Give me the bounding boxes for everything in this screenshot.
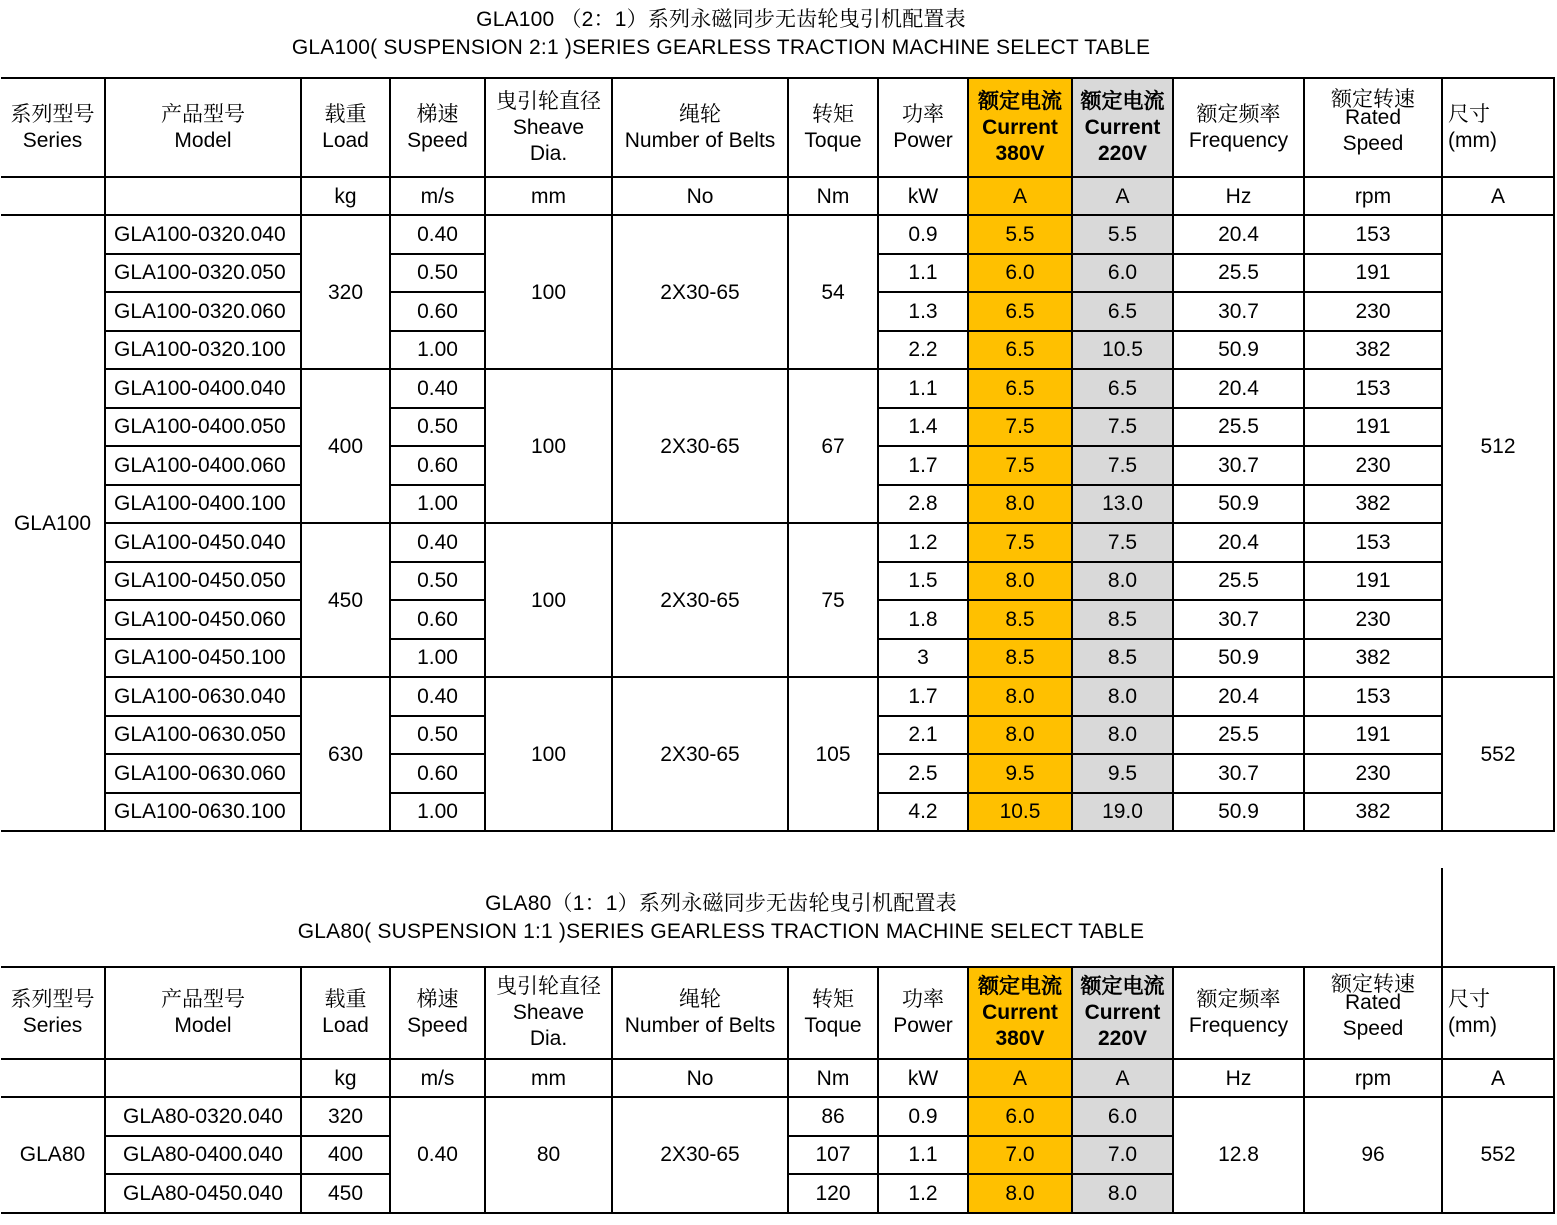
unit-cell: mm [485, 177, 612, 215]
frequency-cell: 50.9 [1173, 793, 1304, 832]
belts-cell: 2X30-65 [612, 677, 788, 831]
header-load-line: Load [322, 1014, 369, 1037]
header-torque-line: 转矩 [812, 988, 854, 1011]
load-cell: 400 [301, 369, 390, 523]
rated-speed-cell: 153 [1304, 523, 1442, 562]
header-power-line: 功率 [902, 102, 944, 126]
header-rspeed-line: 额定转速 [1331, 87, 1415, 111]
rated-speed-cell: 230 [1304, 754, 1442, 793]
power-cell: 1.1 [878, 254, 968, 293]
belts-cell: 2X30-65 [612, 1097, 788, 1213]
frequency-cell: 20.4 [1173, 369, 1304, 408]
current-380-cell: 7.5 [968, 408, 1072, 447]
header-cur380-line: 380V [995, 141, 1045, 165]
frequency-cell: 30.7 [1173, 600, 1304, 639]
torque-cell: 120 [788, 1174, 878, 1213]
header-cur220 [1072, 78, 1173, 177]
unit-cell: No [612, 1059, 788, 1097]
unit-cell: Hz [1173, 177, 1304, 215]
rated-speed-cell: 382 [1304, 485, 1442, 524]
belts-cell: 2X30-65 [612, 215, 788, 369]
load-cell: 630 [301, 677, 390, 831]
current-220-cell: 8.0 [1072, 716, 1173, 755]
speed-cell: 0.40 [390, 215, 485, 254]
header-freq-line: Frequency [1188, 128, 1289, 152]
current-220-cell: 7.5 [1072, 446, 1173, 485]
table2-title-en: GLA80( SUSPENSION 1:1 )SERIES GEARLESS TRACTION MACHINE SELECT TABLE [297, 920, 1145, 943]
speed-cell: 1.00 [390, 331, 485, 370]
current-380-cell: 8.0 [968, 485, 1072, 524]
unit-cell: rpm [1304, 1059, 1442, 1097]
model-cell: GLA100-0450.050 [105, 562, 301, 601]
header-load-line: Load [322, 128, 369, 152]
model-cell: GLA80-0320.040 [105, 1097, 301, 1136]
header-size [1442, 78, 1554, 177]
rated-speed-cell: 191 [1304, 562, 1442, 601]
header-speed-line: 梯速 [416, 988, 459, 1011]
header-rspeed-line: 额定转速 [1331, 973, 1415, 996]
header-torque-line: 转矩 [812, 102, 854, 126]
current-380-cell: 7.5 [968, 523, 1072, 562]
header-sheave-line: Sheave [512, 115, 585, 139]
table-row [1, 215, 1554, 254]
frequency-cell: 25.5 [1173, 562, 1304, 601]
header-load-line: 载重 [324, 102, 367, 126]
unit-cell: Nm [788, 177, 878, 215]
current-220-cell: 7.0 [1072, 1136, 1173, 1175]
header-speed-line: Speed [407, 128, 468, 152]
power-cell: 3 [878, 639, 968, 678]
model-cell: GLA80-0450.040 [105, 1174, 301, 1213]
unit-cell: A [1442, 177, 1554, 215]
header-series-line: 系列型号 [10, 988, 95, 1011]
power-cell: 1.1 [878, 1136, 968, 1175]
unit-cell: kW [878, 1059, 968, 1097]
unit-cell: m/s [390, 1059, 485, 1097]
torque-cell: 54 [788, 215, 878, 369]
header-torque [788, 78, 878, 177]
unit-cell: A [968, 1059, 1072, 1097]
model-cell: GLA100-0450.100 [105, 639, 301, 678]
frequency-cell: 12.8 [1173, 1097, 1304, 1213]
header-load [301, 78, 390, 177]
header-rspeed-line: Speed [1342, 1017, 1404, 1040]
header-belts-line: 绳轮 [679, 102, 721, 126]
torque-cell: 67 [788, 369, 878, 523]
header-sheave-line: Sheave [512, 1001, 585, 1024]
header-sheave [485, 78, 612, 177]
unit-cell [105, 1059, 301, 1097]
header-series-line: Series [22, 1014, 83, 1037]
model-cell: GLA100-0450.040 [105, 523, 301, 562]
current-380-cell: 6.0 [968, 254, 1072, 293]
rated-speed-cell: 191 [1304, 254, 1442, 293]
rated-speed-cell: 153 [1304, 215, 1442, 254]
power-cell: 4.2 [878, 793, 968, 832]
current-220-cell: 8.0 [1072, 1174, 1173, 1213]
header-freq-line: 额定频率 [1196, 102, 1281, 126]
frequency-cell: 30.7 [1173, 754, 1304, 793]
header-cur380 [968, 967, 1072, 1059]
speed-cell: 0.60 [390, 600, 485, 639]
load-cell: 320 [301, 215, 390, 369]
model-cell: GLA100-0450.060 [105, 600, 301, 639]
power-cell: 1.2 [878, 1174, 968, 1213]
header-belts-line: Number of Belts [624, 1014, 776, 1037]
header-cur220-line: 额定电流 [1080, 89, 1165, 113]
header-model [105, 78, 301, 177]
header-rspeed [1304, 967, 1442, 1059]
current-380-cell: 7.5 [968, 446, 1072, 485]
size-cell: 552 [1442, 677, 1554, 831]
header-power [878, 78, 968, 177]
sheave-cell: 100 [485, 677, 612, 831]
model-cell: GLA80-0400.040 [105, 1136, 301, 1175]
rated-speed-cell: 153 [1304, 677, 1442, 716]
header-series-line: 系列型号 [10, 102, 95, 126]
power-cell: 1.3 [878, 292, 968, 331]
current-380-cell: 8.5 [968, 639, 1072, 678]
frequency-cell: 25.5 [1173, 254, 1304, 293]
gla100-select-table [1, 77, 1555, 832]
power-cell: 1.5 [878, 562, 968, 601]
model-cell: GLA100-0320.040 [105, 215, 301, 254]
unit-cell: A [1072, 1059, 1173, 1097]
load-cell: 450 [301, 1174, 390, 1213]
speed-cell: 0.40 [390, 677, 485, 716]
current-380-cell: 8.0 [968, 1174, 1072, 1213]
header-sheave [485, 967, 612, 1059]
unit-cell: Nm [788, 1059, 878, 1097]
power-cell: 1.7 [878, 677, 968, 716]
model-cell: GLA100-0630.040 [105, 677, 301, 716]
header-belts-line: Number of Belts [624, 128, 776, 152]
speed-cell: 0.50 [390, 254, 485, 293]
torque-cell: 107 [788, 1136, 878, 1175]
table2-title-block [1, 868, 1443, 966]
table-row [1, 1097, 1554, 1136]
unit-cell: m/s [390, 177, 485, 215]
speed-cell: 1.00 [390, 485, 485, 524]
load-cell: 320 [301, 1097, 390, 1136]
header-model-line: Model [174, 128, 232, 152]
current-220-cell: 7.5 [1072, 523, 1173, 562]
rated-speed-cell: 191 [1304, 716, 1442, 755]
unit-cell: A [1442, 1059, 1554, 1097]
speed-cell: 0.60 [390, 292, 485, 331]
power-cell: 2.5 [878, 754, 968, 793]
power-cell: 1.4 [878, 408, 968, 447]
table-row [1, 523, 1554, 562]
header-power-line: Power [893, 128, 953, 152]
power-cell: 2.1 [878, 716, 968, 755]
sheave-cell: 100 [485, 215, 612, 369]
size-cell: 552 [1442, 1097, 1554, 1213]
unit-cell: kW [878, 177, 968, 215]
unit-cell: A [1072, 177, 1173, 215]
speed-cell: 0.50 [390, 562, 485, 601]
frequency-cell: 50.9 [1173, 639, 1304, 678]
header-size-line: (mm) [1448, 128, 1497, 152]
speed-cell: 1.00 [390, 639, 485, 678]
header-power-line: Power [893, 1014, 953, 1037]
header-cur220-line: Current [1084, 115, 1161, 139]
table1-title-cn: GLA100 （2：1）系列永磁同步无齿轮曳引机配置表 [476, 8, 966, 31]
current-220-cell: 7.5 [1072, 408, 1173, 447]
frequency-cell: 50.9 [1173, 485, 1304, 524]
current-380-cell: 6.5 [968, 369, 1072, 408]
header-rspeed [1304, 78, 1442, 177]
unit-cell [1, 177, 105, 215]
rated-speed-cell: 191 [1304, 408, 1442, 447]
current-380-cell: 9.5 [968, 754, 1072, 793]
table1-title-en: GLA100( SUSPENSION 2:1 )SERIES GEARLESS TRACTION MACHINE SELECT TABLE [291, 36, 1151, 59]
header-cur220-line: 220V [1097, 1027, 1148, 1050]
rated-speed-cell: 230 [1304, 446, 1442, 485]
header-speed [390, 78, 485, 177]
current-220-cell: 13.0 [1072, 485, 1173, 524]
model-cell: GLA100-0320.050 [105, 254, 301, 293]
header-model-line: Model [174, 1014, 232, 1037]
header-belts [612, 78, 788, 177]
torque-cell: 105 [788, 677, 878, 831]
model-cell: GLA100-0400.100 [105, 485, 301, 524]
header-size-line: 尺寸 [1448, 988, 1490, 1011]
header-rspeed-line: Rated [1344, 105, 1402, 129]
speed-cell: 0.50 [390, 716, 485, 755]
header-model-line: 产品型号 [161, 988, 245, 1011]
table-row [1, 369, 1554, 408]
unit-cell: Hz [1173, 1059, 1304, 1097]
frequency-cell: 50.9 [1173, 331, 1304, 370]
header-speed-line: Speed [407, 1014, 468, 1037]
header-series [1, 967, 105, 1059]
header-speed [390, 967, 485, 1059]
header-sheave-line: 曳引轮直径 [496, 89, 601, 113]
load-cell: 400 [301, 1136, 390, 1175]
header-size-line: (mm) [1448, 1014, 1497, 1037]
rated-speed-cell: 230 [1304, 600, 1442, 639]
frequency-cell: 20.4 [1173, 523, 1304, 562]
header-freq [1173, 78, 1304, 177]
power-cell: 1.7 [878, 446, 968, 485]
gla80-select-table [1, 966, 1555, 1214]
torque-cell: 86 [788, 1097, 878, 1136]
model-cell: GLA100-0400.050 [105, 408, 301, 447]
header-freq-line: Frequency [1188, 1014, 1289, 1037]
speed-cell: 0.40 [390, 369, 485, 408]
current-220-cell: 6.5 [1072, 292, 1173, 331]
frequency-cell: 20.4 [1173, 215, 1304, 254]
model-cell: GLA100-0630.100 [105, 793, 301, 832]
frequency-cell: 20.4 [1173, 677, 1304, 716]
table-row [1, 677, 1554, 716]
current-220-cell: 19.0 [1072, 793, 1173, 832]
model-cell: GLA100-0320.060 [105, 292, 301, 331]
size-cell: 512 [1442, 215, 1554, 677]
header-cur220-line: 220V [1097, 141, 1148, 165]
model-cell: GLA100-0400.040 [105, 369, 301, 408]
rated-speed-cell: 96 [1304, 1097, 1442, 1213]
current-220-cell: 6.0 [1072, 254, 1173, 293]
current-220-cell: 6.0 [1072, 1097, 1173, 1136]
speed-cell: 0.60 [390, 446, 485, 485]
current-380-cell: 8.5 [968, 600, 1072, 639]
header-power [878, 967, 968, 1059]
header-cur220 [1072, 967, 1173, 1059]
header-cur220-line: Current [1084, 1001, 1161, 1024]
header-cur380-line: Current [982, 115, 1058, 139]
current-380-cell: 7.0 [968, 1136, 1072, 1175]
speed-cell: 1.00 [390, 793, 485, 832]
frequency-cell: 25.5 [1173, 716, 1304, 755]
model-cell: GLA100-0320.100 [105, 331, 301, 370]
unit-cell: No [612, 177, 788, 215]
header-freq-line: 额定频率 [1196, 988, 1281, 1011]
current-220-cell: 9.5 [1072, 754, 1173, 793]
current-220-cell: 8.5 [1072, 600, 1173, 639]
table2-title-cn: GLA80（1：1）系列永磁同步无齿轮曳引机配置表 [485, 892, 957, 915]
speed-cell: 0.50 [390, 408, 485, 447]
unit-cell: mm [485, 1059, 612, 1097]
current-380-cell: 8.0 [968, 677, 1072, 716]
unit-cell [105, 177, 301, 215]
header-cur380-line: 额定电流 [978, 975, 1062, 998]
torque-cell: 75 [788, 523, 878, 677]
rated-speed-cell: 382 [1304, 331, 1442, 370]
unit-cell: rpm [1304, 177, 1442, 215]
current-380-cell: 5.5 [968, 215, 1072, 254]
header-sheave-line: 曳引轮直径 [496, 975, 601, 998]
current-220-cell: 8.0 [1072, 562, 1173, 601]
header-load-line: 载重 [324, 988, 367, 1011]
header-sheave-line: Dia. [529, 1027, 568, 1050]
unit-cell: A [968, 177, 1072, 215]
speed-cell: 0.40 [390, 1097, 485, 1213]
power-cell: 0.9 [878, 215, 968, 254]
header-series [1, 78, 105, 177]
power-cell: 1.1 [878, 369, 968, 408]
header-power-line: 功率 [902, 988, 944, 1011]
current-380-cell: 6.0 [968, 1097, 1072, 1136]
speed-cell: 0.40 [390, 523, 485, 562]
current-220-cell: 8.0 [1072, 677, 1173, 716]
header-model [105, 967, 301, 1059]
current-380-cell: 6.5 [968, 292, 1072, 331]
current-380-cell: 10.5 [968, 793, 1072, 832]
header-model-line: 产品型号 [161, 102, 245, 126]
series-cell: GLA80 [1, 1097, 105, 1213]
sheave-cell: 80 [485, 1097, 612, 1213]
header-rspeed-line: Rated [1344, 991, 1402, 1014]
header-series-line: Series [22, 128, 83, 152]
power-cell: 0.9 [878, 1097, 968, 1136]
header-size [1442, 967, 1554, 1059]
current-220-cell: 6.5 [1072, 369, 1173, 408]
sheave-cell: 100 [485, 523, 612, 677]
series-cell: GLA100 [1, 215, 105, 831]
header-load [301, 967, 390, 1059]
frequency-cell: 30.7 [1173, 446, 1304, 485]
current-380-cell: 8.0 [968, 562, 1072, 601]
header-freq [1173, 967, 1304, 1059]
rated-speed-cell: 230 [1304, 292, 1442, 331]
header-cur380 [968, 78, 1072, 177]
unit-row [1, 1059, 1554, 1097]
header-cur380-line: 380V [995, 1027, 1045, 1050]
model-cell: GLA100-0630.050 [105, 716, 301, 755]
current-380-cell: 8.0 [968, 716, 1072, 755]
frequency-cell: 25.5 [1173, 408, 1304, 447]
current-220-cell: 5.5 [1072, 215, 1173, 254]
rated-speed-cell: 153 [1304, 369, 1442, 408]
unit-row [1, 177, 1554, 215]
unit-cell: kg [301, 177, 390, 215]
unit-cell [1, 1059, 105, 1097]
power-cell: 1.2 [878, 523, 968, 562]
header-torque [788, 967, 878, 1059]
header-torque-line: Toque [804, 1014, 862, 1037]
power-cell: 1.8 [878, 600, 968, 639]
model-cell: GLA100-0400.060 [105, 446, 301, 485]
power-cell: 2.8 [878, 485, 968, 524]
model-cell: GLA100-0630.060 [105, 754, 301, 793]
rated-speed-cell: 382 [1304, 793, 1442, 832]
current-220-cell: 8.5 [1072, 639, 1173, 678]
belts-cell: 2X30-65 [612, 369, 788, 523]
header-sheave-line: Dia. [529, 141, 568, 165]
speed-cell: 0.60 [390, 754, 485, 793]
header-cur380-line: Current [982, 1001, 1058, 1024]
frequency-cell: 30.7 [1173, 292, 1304, 331]
header-cur380-line: 额定电流 [978, 89, 1062, 113]
rated-speed-cell: 382 [1304, 639, 1442, 678]
header-rspeed-line: Speed [1342, 131, 1404, 155]
current-380-cell: 6.5 [968, 331, 1072, 370]
header-size-line: 尺寸 [1448, 102, 1490, 126]
load-cell: 450 [301, 523, 390, 677]
header-row [1, 78, 1554, 177]
power-cell: 2.2 [878, 331, 968, 370]
belts-cell: 2X30-65 [612, 523, 788, 677]
header-row [1, 967, 1554, 1059]
header-cur220-line: 额定电流 [1080, 975, 1165, 998]
header-speed-line: 梯速 [416, 102, 459, 126]
unit-cell: kg [301, 1059, 390, 1097]
sheave-cell: 100 [485, 369, 612, 523]
header-torque-line: Toque [804, 128, 862, 152]
header-belts-line: 绳轮 [679, 988, 721, 1011]
header-belts [612, 967, 788, 1059]
current-220-cell: 10.5 [1072, 331, 1173, 370]
